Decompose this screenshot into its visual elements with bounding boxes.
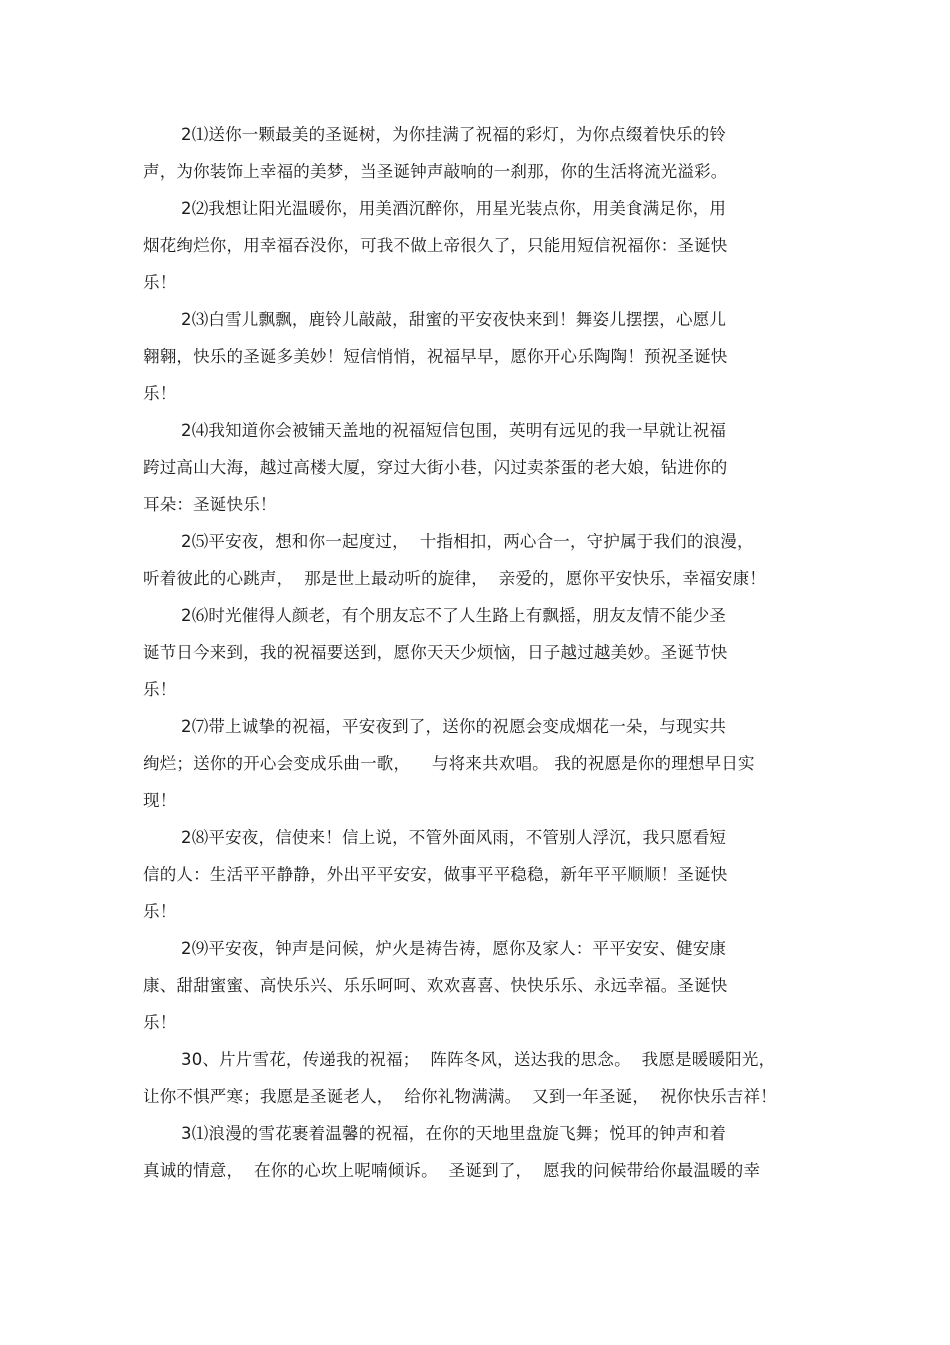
- paragraph-line: 2⑺带上诚挚的祝福，平安夜到了，送你的祝愿会变成烟花一朵，与现实共: [181, 717, 727, 736]
- paragraph-line: 2⑴送你一颗最美的圣诞树，为你挂满了祝福的彩灯，为你点缀着快乐的铃: [181, 125, 727, 144]
- paragraph-line: 2⑼平安夜，钟声是问候，炉火是祷告祷，愿你及家人：平平安安、健安康: [181, 939, 727, 958]
- paragraph-line: 耳朵：圣诞快乐！: [143, 495, 277, 514]
- greeting-paragraph-27: [143, 708, 793, 819]
- paragraph-line: 听着彼此的心跳声， 那是世上最动听的旋律， 亲爱的，愿你平安快乐，幸福安康！: [143, 569, 766, 588]
- greeting-paragraph-28: [143, 819, 793, 930]
- paragraph-line: 3⑴浪漫的雪花裹着温馨的祝福，在你的天地里盘旋飞舞；悦耳的钟声和着: [181, 1124, 727, 1143]
- paragraph-line: 2⑹时光催得人颜老，有个朋友忘不了人生路上有飘摇，朋友友情不能少圣: [181, 606, 727, 625]
- paragraph-line: 乐！: [143, 680, 177, 699]
- paragraph-line: 2⑻平安夜，信使来！信上说，不管外面风雨，不管别人浮沉，我只愿看短: [181, 828, 727, 847]
- greeting-paragraph-24: [143, 412, 793, 523]
- paragraph-line: 乐！: [143, 1013, 177, 1032]
- paragraph-line: 2⑸平安夜，想和你一起度过， 十指相扣，两心合一，守护属于我们的浪漫，: [181, 532, 754, 551]
- paragraph-line: 30、片片雪花，传递我的祝福； 阵阵冬风，送达我的思念。 我愿是暖暖阳光，: [181, 1050, 776, 1069]
- paragraph-line: 诞节日今来到，我的祝福要送到，愿你天天少烦恼，日子越过越美妙。圣诞节快: [143, 643, 728, 662]
- paragraph-line: 乐！: [143, 384, 177, 403]
- document-body: [143, 116, 793, 1189]
- greeting-paragraph-23: [143, 301, 793, 412]
- paragraph-line: 翱翱，快乐的圣诞多美妙！短信悄悄，祝福早早，愿你开心乐陶陶！预祝圣诞快: [143, 347, 728, 366]
- paragraph-line: 乐！: [143, 273, 177, 292]
- greeting-paragraph-22: [143, 190, 793, 301]
- paragraph-line: 现！: [143, 791, 177, 810]
- greeting-paragraph-26: [143, 597, 793, 708]
- paragraph-line: 2⑷我知道你会被铺天盖地的祝福短信包围，英明有远见的我一早就让祝福: [181, 421, 727, 440]
- paragraph-line: 跨过高山大海，越过高楼大厦，穿过大街小巷，闪过卖茶蛋的老大娘，钻进你的: [143, 458, 728, 477]
- paragraph-line: 2⑶白雪儿飘飘，鹿铃儿敲敲，甜蜜的平安夜快来到！舞姿儿摆摆，心愿儿: [181, 310, 727, 329]
- paragraph-line: 乐！: [143, 902, 177, 921]
- paragraph-line: 信的人：生活平平静静，外出平平安安，做事平平稳稳，新年平平顺顺！圣诞快: [143, 865, 728, 884]
- paragraph-line: 烟花绚烂你，用幸福吞没你，可我不做上帝很久了，只能用短信祝福你：圣诞快: [143, 236, 728, 255]
- paragraph-line: 让你不惧严寒；我愿是圣诞老人， 给你礼物满满。 又到一年圣诞， 祝你快乐吉祥！: [143, 1087, 777, 1106]
- paragraph-line: 绚烂；送你的开心会变成乐曲一歌， 与将来共欢唱。 我的祝愿是你的理想早日实: [143, 754, 755, 773]
- greeting-paragraph-29: [143, 930, 793, 1041]
- greeting-paragraph-30: [143, 1041, 793, 1115]
- paragraph-line: 声，为你装饰上幸福的美梦，当圣诞钟声敲响的一刹那，你的生活将流光溢彩。: [143, 162, 728, 181]
- greeting-paragraph-31: [143, 1115, 793, 1189]
- greeting-paragraph-25: [143, 523, 793, 597]
- greeting-paragraph-21: [143, 116, 793, 190]
- paragraph-line: 2⑵我想让阳光温暖你，用美酒沉醉你，用星光装点你，用美食满足你，用: [181, 199, 727, 218]
- paragraph-line: 真诚的情意， 在你的心坎上呢喃倾诉。 圣诞到了， 愿我的问候带给你最温暖的幸: [143, 1161, 761, 1180]
- paragraph-line: 康、甜甜蜜蜜、高快乐兴、乐乐呵呵、欢欢喜喜、快快乐乐、永远幸福。圣诞快: [143, 976, 728, 995]
